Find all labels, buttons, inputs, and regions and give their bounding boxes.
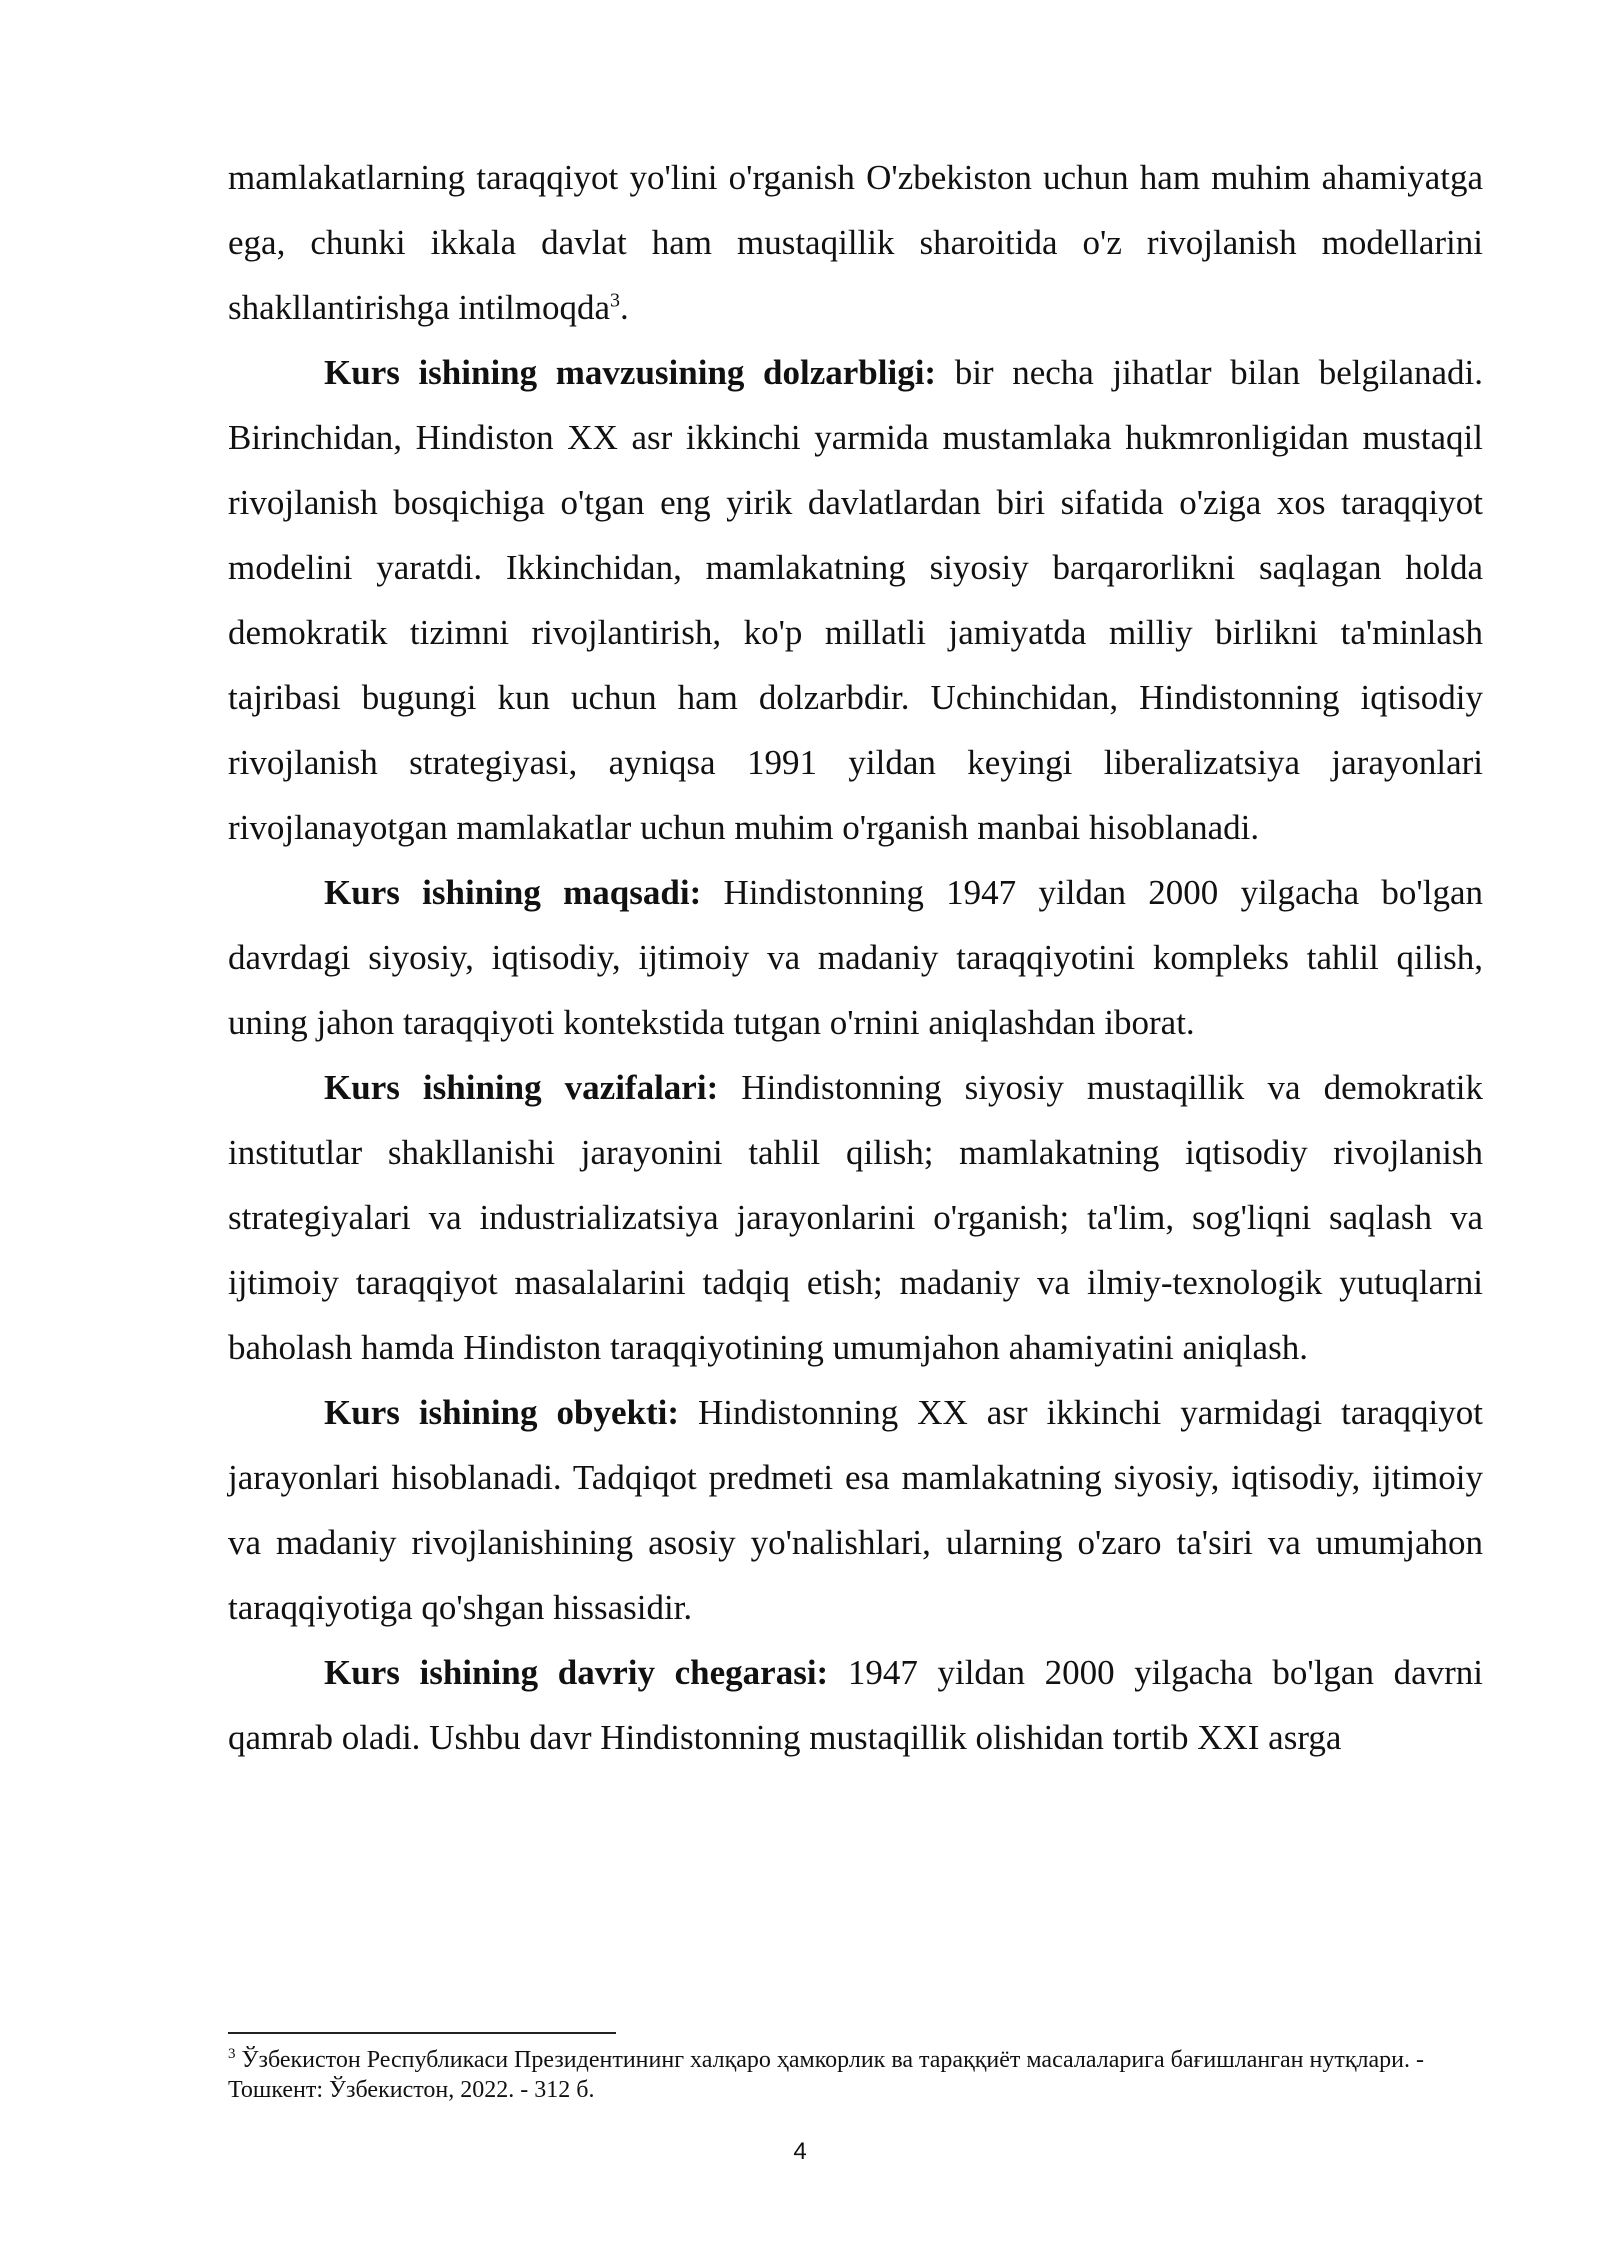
- paragraph-text: Hindistonning siyosiy mustaqillik va demokratik institutlar shakllanishi jarayonini tahlil qilish; mamlakatning iqtisodiy rivojlanish strategiyalari va industrializatsiya jarayonlarini o'rganish; ta'lim, sog'liqni saqlash va ijtimoiy taraqqiyot masalalarini tadqiq etish; madaniy va ilmiy-texnologik yutuqlarni baholash hamda Hindiston taraqqiyotining umumjahon ahamiyatini aniqlash.: [228, 1068, 1483, 1367]
- paragraph-text: 1947 yildan 2000 yilgacha bo'lgan davrni qamrab oladi. Ushbu davr Hindistonning mustaqillik olishidan tortib XXI asrga: [228, 1653, 1484, 1757]
- footnote: [228, 2045, 1483, 2105]
- footnote-separator: [228, 2032, 616, 2034]
- page-number: 4: [793, 2138, 807, 2165]
- section-heading-relevance: Kurs ishining mavzusining dolzarbligi:: [324, 353, 937, 392]
- paragraph-goal: [228, 860, 1483, 1055]
- paragraph-text: Hindistonning 1947 yildan 2000 yilgacha bo'lgan davrdagi siyosiy, iqtisodiy, ijtimoiy va madaniy taraqqiyotini kompleks tahlil qilish, uning jahon taraqqiyoti kontekstida tutgan o'rnini aniqlashdan iborat.: [228, 873, 1483, 1042]
- paragraph-object: [228, 1380, 1483, 1640]
- paragraph-text: bir necha jihatlar bilan belgilanadi. Birinchidan, Hindiston XX asr ikkinchi yarmida mustamlaka hukmronligidan mustaqil rivojlanish bosqichiga o'tgan eng yirik davlatlardan biri sifatida o'ziga xos taraqqiyot modelini yaratdi. Ikkinchidan, mamlakatning siyosiy barqarorlikni saqlagan holda demokratik tizimni rivojlantirish, ko'p millatli jamiyatda milliy birlikni ta'minlash tajribasi bugungi kun uchun ham dolzarbdir. Uchinchidan, Hindistonning iqtisodiy rivojlanish strategiyasi, ayniqsa 1991 yildan keyingi liberalizatsiya jarayonlari rivojlanayotgan mamlakatlar uchun muhim o'rganish manbai hisoblanadi.: [228, 353, 1483, 847]
- section-heading-tasks: Kurs ishining vazifalari:: [324, 1068, 719, 1107]
- paragraph-end-punctuation: .: [620, 288, 629, 327]
- paragraph-relevance: [228, 340, 1483, 860]
- paragraph-text: mamlakatlarning taraqqiyot yo'lini o'rganish O'zbekiston uchun ham muhim ahamiyatga ega, chunki ikkala davlat ham mustaqillik sharoitida o'z rivojlanish modellarini shakllantirishga intilmoqda: [228, 158, 1483, 327]
- paragraph-period: [228, 1640, 1483, 1770]
- paragraph-intro-continued: [228, 145, 1483, 340]
- section-heading-object: Kurs ishining obyekti:: [324, 1393, 679, 1432]
- footnote-reference[interactable]: 3: [610, 289, 621, 312]
- section-heading-goal: Kurs ishining maqsadi:: [324, 873, 702, 912]
- paragraph-tasks: [228, 1055, 1483, 1380]
- body-text: [228, 145, 1483, 1770]
- paragraph-text: Hindistonning XX asr ikkinchi yarmidagi taraqqiyot jarayonlari hisoblanadi. Tadqiqot predmeti esa mamlakatning siyosiy, iqtisodiy, ijtimoiy va madaniy rivojlanishining asosiy yo'nalishlari, ularning o'zaro ta'siri va umumjahon taraqqiyotiga qo'shgan hissasidir.: [228, 1393, 1483, 1627]
- footnote-text: Ўзбекистон Республикаси Президентининг халқаро ҳамкорлик ва тараққиёт масалаларига бағишланган нутқлари. - Тошкент: Ўзбекистон, 2022. - 312 б.: [228, 2047, 1424, 2103]
- section-heading-period: Kurs ishining davriy chegarasi:: [324, 1653, 829, 1692]
- footnote-number: 3: [228, 2046, 236, 2062]
